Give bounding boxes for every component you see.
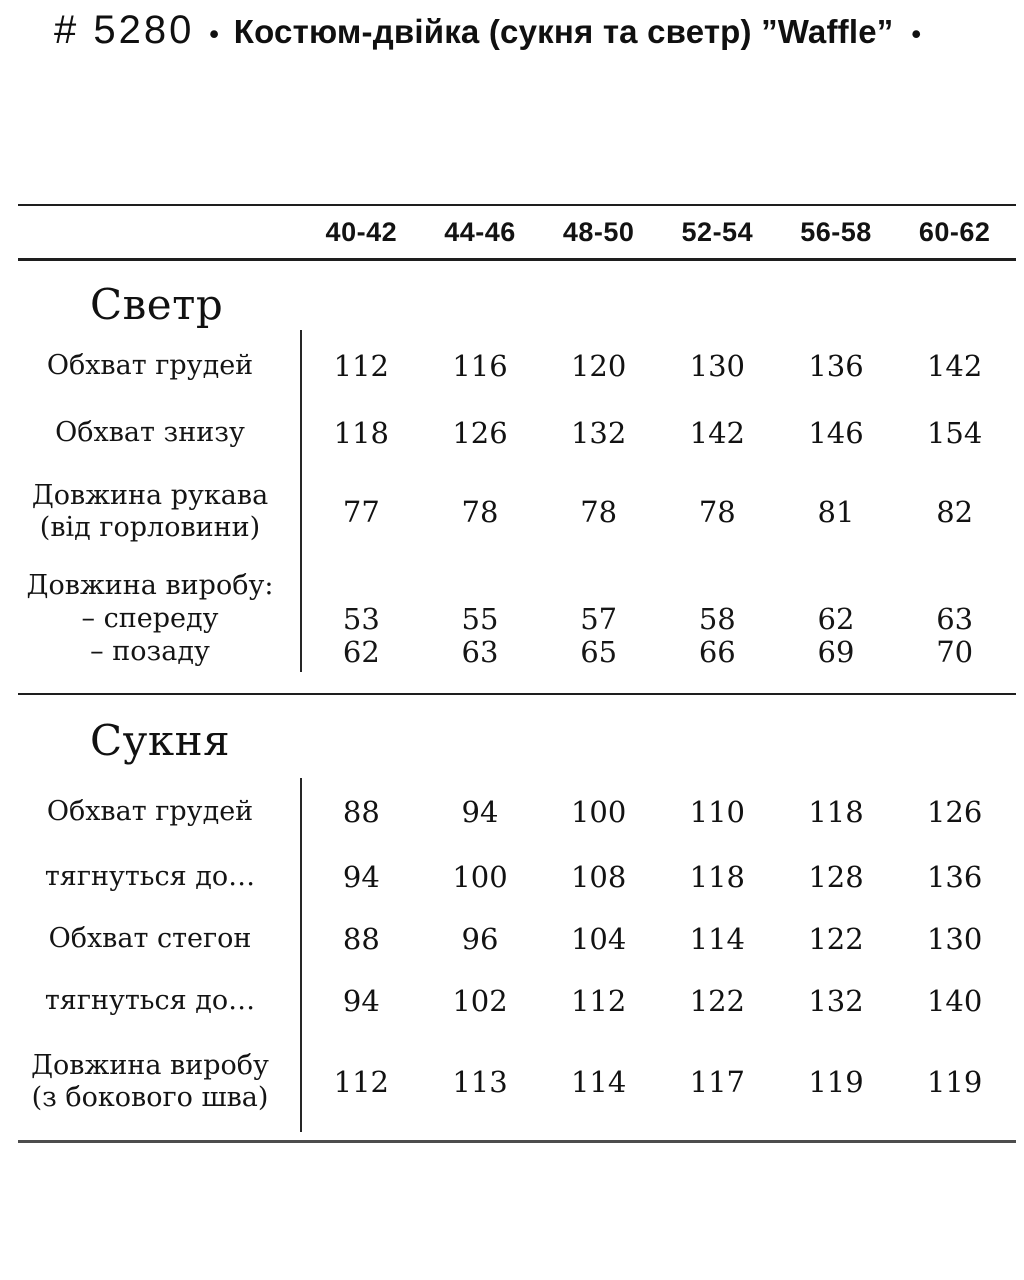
value-cell: 100	[570, 795, 627, 829]
value-cell: 110	[689, 795, 745, 829]
table-row-dress-length	[0, 1032, 1014, 1132]
table-row-dress-chest-stretch	[0, 846, 1014, 908]
value-cell: 140	[926, 984, 983, 1018]
value-cell: 112	[333, 349, 389, 383]
value-cell-group	[302, 560, 421, 672]
value-cell-group	[777, 560, 896, 672]
value-cell: 78	[698, 495, 736, 529]
row-label-line1: Довжина виробу	[31, 1050, 269, 1081]
table-row-dress-chest	[0, 778, 1014, 846]
value-cell: 62	[342, 634, 380, 669]
value-cell: 136	[926, 860, 983, 894]
bullet-separator: •	[209, 19, 219, 49]
value-cell: 116	[452, 349, 508, 383]
table-row-sweater-chest	[0, 330, 1014, 402]
value-cell: 128	[808, 860, 864, 894]
value-cell: 58	[698, 601, 736, 636]
row-label-line2: (від горловини)	[39, 512, 261, 543]
value-cell: 94	[342, 860, 380, 894]
bullet-end: •	[911, 19, 921, 49]
row-label-line2: (з бокового шва)	[31, 1082, 269, 1113]
table-row-sweater-sleeve	[0, 464, 1014, 560]
value-cell-group	[421, 560, 540, 672]
page-title	[54, 8, 1014, 53]
value-cell: 57	[580, 601, 618, 636]
value-cell: 66	[698, 634, 736, 669]
value-cell-group	[539, 560, 658, 672]
value-cell: 82	[936, 495, 974, 529]
dress-table	[0, 778, 1014, 1132]
value-cell: 63	[936, 601, 974, 636]
value-cell: 126	[452, 416, 508, 450]
size-header-row	[0, 206, 1014, 258]
row-label: Довжина виробу:	[26, 570, 274, 601]
size-column-header: 48-50	[562, 216, 635, 247]
row-label: Обхват грудей	[0, 778, 302, 846]
section-heading-dress: Сукня	[90, 716, 231, 765]
value-cell: 55	[461, 601, 499, 636]
value-cell: 69	[817, 634, 855, 669]
value-cell-group	[895, 560, 1014, 672]
row-label-line1: Довжина рукава	[31, 480, 269, 511]
value-cell: 94	[461, 795, 499, 829]
size-column-header: 60-62	[918, 216, 991, 247]
size-column-header: 56-58	[800, 216, 872, 247]
row-label: Обхват грудей	[0, 330, 302, 402]
value-cell: 118	[689, 860, 745, 894]
value-cell: 88	[342, 795, 380, 829]
value-cell: 81	[817, 495, 855, 529]
table-row-dress-hips-stretch	[0, 970, 1014, 1032]
value-cell: 88	[342, 922, 380, 956]
value-cell: 142	[926, 349, 983, 383]
value-cell: 108	[570, 860, 627, 894]
value-cell: 122	[689, 984, 745, 1018]
value-cell: 119	[926, 1065, 983, 1099]
sweater-table	[0, 330, 1014, 672]
row-sublabel-front: – спереду	[81, 603, 219, 634]
value-cell: 154	[926, 416, 983, 450]
row-label	[0, 1032, 302, 1132]
value-cell: 132	[808, 984, 864, 1018]
row-label-group	[0, 560, 302, 672]
value-cell: 119	[808, 1065, 864, 1099]
row-label: Обхват стегон	[0, 908, 302, 970]
value-cell: 146	[808, 416, 864, 450]
row-label: тягнуться до…	[0, 846, 302, 908]
value-cell: 62	[817, 601, 855, 636]
value-cell: 100	[452, 860, 508, 894]
table-row-dress-hips	[0, 908, 1014, 970]
row-label: Обхват знизу	[0, 402, 302, 464]
value-cell: 117	[689, 1065, 745, 1099]
rule-section-divider	[18, 693, 1016, 695]
value-cell: 65	[580, 634, 618, 669]
value-cell: 77	[342, 495, 380, 529]
value-cell: 113	[452, 1065, 508, 1099]
table-row-sweater-bottom	[0, 402, 1014, 464]
product-name: Костюм-двійка (сукня та светр) ”Waffle”	[233, 13, 894, 50]
value-cell: 53	[342, 601, 380, 636]
row-sublabel-back: – позаду	[90, 636, 210, 667]
size-column-header: 44-46	[444, 216, 516, 247]
rule-below-header	[18, 258, 1016, 261]
value-cell: 112	[333, 1065, 389, 1099]
value-cell: 118	[808, 795, 864, 829]
value-cell: 130	[689, 349, 745, 383]
row-label	[0, 464, 302, 560]
value-cell: 96	[461, 922, 499, 956]
value-cell: 126	[926, 795, 983, 829]
value-cell: 70	[936, 634, 974, 669]
value-cell: 130	[926, 922, 983, 956]
value-cell: 118	[333, 416, 389, 450]
product-code: # 5280	[54, 8, 195, 52]
size-column-header: 52-54	[681, 216, 754, 247]
value-cell: 122	[808, 922, 864, 956]
value-cell: 132	[570, 416, 627, 450]
value-cell: 114	[689, 922, 745, 956]
section-heading-sweater: Светр	[90, 280, 224, 329]
value-cell: 142	[689, 416, 745, 450]
value-cell: 78	[580, 495, 618, 529]
table-row-sweater-length	[0, 560, 1014, 672]
value-cell-group	[658, 560, 777, 672]
size-column-header: 40-42	[325, 216, 398, 247]
value-cell: 78	[461, 495, 499, 529]
value-cell: 63	[461, 634, 499, 669]
value-cell: 112	[570, 984, 627, 1018]
value-cell: 102	[452, 984, 508, 1018]
value-cell: 114	[570, 1065, 627, 1099]
value-cell: 136	[808, 349, 864, 383]
value-cell: 104	[570, 922, 627, 956]
row-label: тягнуться до…	[0, 970, 302, 1032]
rule-bottom	[18, 1140, 1016, 1143]
value-cell: 120	[570, 349, 627, 383]
value-cell: 94	[342, 984, 380, 1018]
